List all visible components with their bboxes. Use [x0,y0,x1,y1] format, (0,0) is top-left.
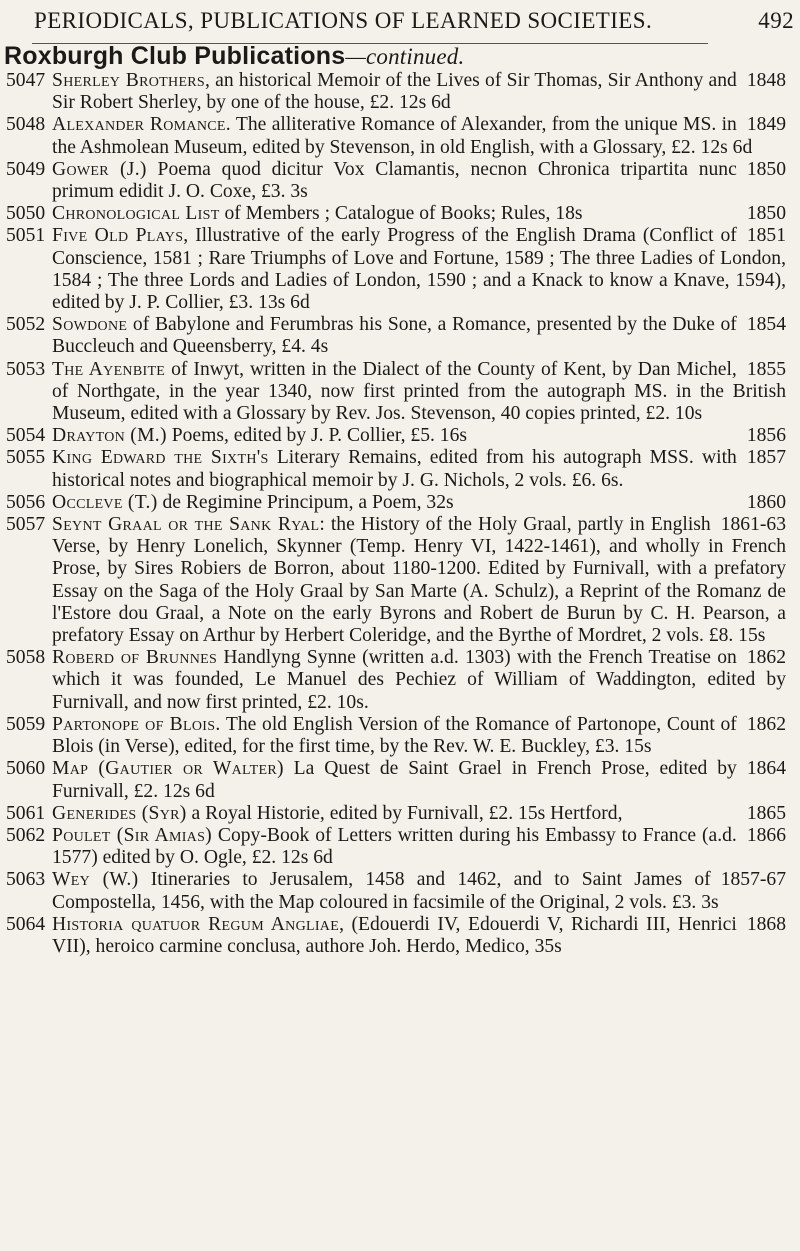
catalogue-entry [0,225,800,314]
entry-body [52,447,786,491]
entry-text: , Illustrative of the early Progress of the English Drama (Conflict of Conscience, 1581 ; Rare Triumphs of Love and Fortune, 1589 ; The three Ladies of London, 1584 ; The three Lords and Ladies of London, 1590 ; and a Knack to know a Knave, 1594), edited by J. P. Collier, £3. 13s 6d [52,225,786,314]
catalogue-entry [0,492,800,514]
entry-number: 5047 [6,70,46,91]
entry-body [52,425,786,447]
entry-text: , (Edouerdi IV, Edouerdi V, Richardi III, Henrici VII), heroico carmine conclusa, authore Joh. Herdo, Medico, 35s [52,913,737,957]
catalogue-entry [0,647,800,714]
entry-author: Occleve (T.) [52,491,158,513]
entry-year: 1861-63 [720,514,786,536]
entry-body [52,203,786,225]
catalogue-entry [0,714,800,758]
catalogue-entry [0,914,800,958]
entry-text: de Regimine Principum, a Poem, 32s [157,491,454,513]
entry-body [52,647,786,714]
entry-number: 5052 [6,314,46,336]
entry-author: Roberd of Brunnes [52,647,218,669]
entry-author: Sowdone [52,314,128,336]
catalogue-entry [0,314,800,358]
entry-text: of Babylone and Ferumbras his Sone, a Romance, presented by the Duke of Buccleuch and Queensberry, £4. 4s [52,314,737,358]
entry-year: 1865 [746,802,786,824]
entry-text: of Members ; Catalogue of Books; Rules, 18s [219,203,583,225]
entry-year: 1857-67 [720,869,786,891]
entry-body [52,114,786,158]
catalogue-entry [0,70,800,114]
entry-year: 1862 [746,647,786,669]
entry-year: 1866 [746,824,786,846]
entry-text: The alliterative Romance of Alexander, from the unique MS. in the Ashmolean Museum, edited by Stevenson, in old English, with a Glossary, £2. 12s 6d [52,114,753,158]
entry-text: Poema quod dicitur Vox Clamantis, necnon Chronica tripartita nunc primum edidit J. O. Coxe, £3. 3s [52,158,737,203]
entry-author: Historia quatuor Regum Angliae [52,913,340,935]
entry-author: Wey (W.) [52,869,139,891]
entry-text: The old English Version of the Romance of Partonope, Count of Blois (in Verse), edited, for the first time, by the Rev. W. E. Buckley, £3. 15s [52,713,737,758]
entry-number: 5057 [6,514,46,536]
entry-text: La Quest de Saint Grael in French Prose, edited by Furnivall, £2. 12s 6d [52,758,737,802]
entry-author: Poulet (Sir Amias) [52,824,212,846]
catalogue-entry [0,803,800,825]
entry-body [52,758,786,802]
section-continued: —continued. [345,44,465,69]
entry-body [52,914,786,958]
entry-text: Handlyng Synne (written a.d. 1303) with the French Treatise on which it was founded, Le Manuel des Pechiez of William of Waddington, edited by Furnivall, and now first printed, £2. 10s. [52,647,786,713]
catalogue-entry [0,159,800,203]
entry-author: Alexander Romance. [52,114,231,136]
entry-number: 5051 [6,225,46,247]
entry-year: 1864 [746,758,786,780]
running-head-title: PERIODICALS, PUBLICATIONS OF LEARNED SOCIETIES. [34,8,653,33]
entry-year: 1851 [746,225,786,247]
catalogue-entry [0,425,800,447]
running-head [34,8,794,34]
entry-author: Gower (J.) [52,158,147,180]
entry-author: Chronological List [52,203,220,225]
entry-body [52,314,786,358]
catalogue-entry [0,758,800,802]
entry-number: 5049 [6,158,46,180]
entry-year: 1857 [746,447,786,469]
entry-year: 1860 [746,491,786,513]
entry-number: 5058 [6,647,46,669]
catalogue-entry [0,359,800,426]
entry-author: Seynt Graal or the Sank Ryal [52,514,320,536]
entry-number: 5048 [6,114,46,136]
entry-number: 5054 [6,425,46,447]
catalogue-entry [0,203,800,225]
entry-body [52,869,786,913]
entry-number: 5059 [6,713,46,735]
entry-author: King Edward the Sixth's [52,447,269,469]
entry-author: Map (Gautier or Walter) [52,758,284,780]
entry-year: 1854 [746,314,786,336]
entry-list [0,70,800,958]
catalogue-entry [0,869,800,913]
entry-year: 1868 [746,913,786,935]
entry-body [52,714,786,758]
entry-author: Sherley Brothers [52,70,206,91]
entry-number: 5061 [6,802,46,824]
entry-year: 1850 [746,203,786,225]
entry-number: 5053 [6,358,46,380]
entry-body [52,359,786,426]
entry-author: Drayton (M.) [52,425,167,447]
entry-year: 1848 [746,70,786,91]
entry-body [52,825,786,869]
entry-number: 5050 [6,203,46,225]
entry-author: Generides (Syr) [52,802,187,824]
entry-number: 5055 [6,447,46,469]
entry-text: Poems, edited by J. P. Collier, £5. 16s [166,425,468,447]
entry-text: Copy-Book of Letters written during his Embassy to France (a.d. 1577) edited by O. Ogle, £2. 12s 6d [52,824,737,869]
entry-year: 1855 [746,358,786,380]
entry-body [52,803,786,825]
page-number: 492 [758,8,794,33]
entry-text: a Royal Historie, edited by Furnivall, £2. 15s Hertford, [186,802,623,824]
entry-text: , an historical Memoir of the Lives of Sir Thomas, Sir Anthony and Sir Robert Sherley, by one of the house, £2. 12s 6d [52,70,737,114]
entry-text: of Inwyt, written in the Dialect of the County of Kent, by Dan Michel, of Northgate, in the year 1340, now first printed from the autograph MS. in the British Museum, edited with a Glossary by Rev. Jos. Stevenson, 40 copies printed, £2. 10s [52,358,786,425]
entry-body [52,514,786,647]
section-title: Roxburgh Club Publications [4,42,346,70]
section-heading [4,42,464,71]
entry-body [52,70,786,114]
entry-year: 1856 [746,425,786,447]
entry-text: Literary Remains, edited from his autograph MSS. with historical notes and biographical memoir by J. G. Nichols, 2 vols. £6. 6s. [52,447,737,491]
entry-number: 5062 [6,824,46,846]
entry-text: Itineraries to Jerusalem, 1458 and 1462, and to Saint James of Compostella, 1456, with the Map coloured in facsimile of the Original, 2 vols. £3. 3s [52,869,719,913]
entry-author: Partonope of Blois. [52,713,221,735]
entry-author: Five Old Plays [52,225,184,247]
catalogue-entry [0,114,800,158]
entry-author: The Ayenbite [52,358,166,380]
entry-year: 1862 [746,713,786,735]
entry-body [52,225,786,314]
entry-body [52,159,786,203]
entry-number: 5064 [6,913,46,935]
entry-number: 5060 [6,758,46,780]
catalogue-entry [0,447,800,491]
entry-number: 5063 [6,869,46,891]
catalogue-entry [0,514,800,647]
catalogue-entry [0,825,800,869]
entry-number: 5056 [6,491,46,513]
entry-year: 1849 [746,114,786,136]
entry-year: 1850 [746,158,786,180]
entry-text: : the History of the Holy Graal, partly in English Verse, by Henry Lonelich, Skynner (Temp. Henry VI, 1422-1461), and wholly in French Prose, by Sires Robiers de Borron, about 1180-1200. Edited by Furnivall, with a prefatory Essay on the Saga of the Holy Graal by San Marte (A. Schulz), a Reprint of the Romanz de l'Estore dou Graal, a Note on the early Byrons and Robert de Burun by C. H. Pearson, a prefatory Essay on Arthur by Herbert Coleridge, and the Byrthe of Mordret, 2 vols. £8. 15s [52,514,786,647]
entry-body [52,492,786,514]
